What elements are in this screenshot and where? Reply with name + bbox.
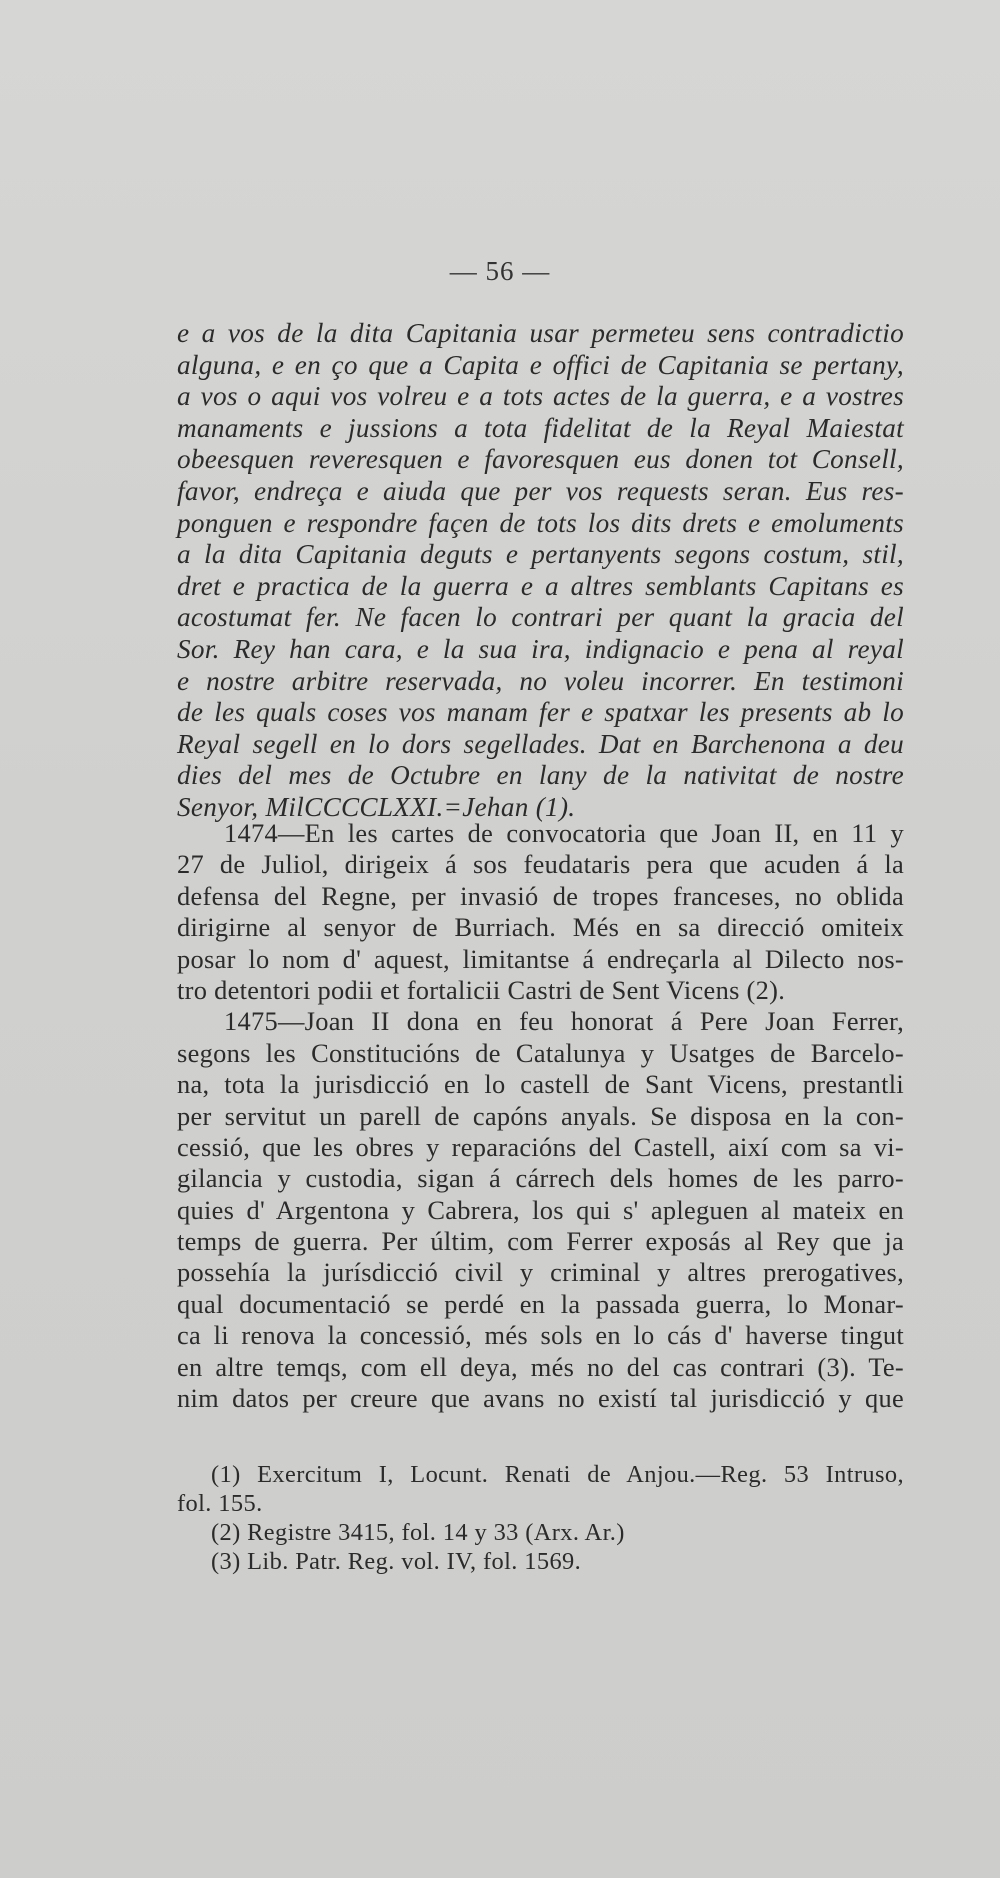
text-line: posar lo nom d' aquest, limitantse á endreçarla al Dilecto nos- bbox=[177, 943, 904, 974]
text-line: qual documentació se perdé en la passada guerra, lo Monar- bbox=[177, 1288, 904, 1319]
text-line: acostumat fer. Ne facen lo contrari per quant la gracia del bbox=[177, 602, 904, 633]
text-line: cessió, que les obres y reparacións del Castell, així com sa vi- bbox=[177, 1131, 904, 1162]
paragraph-1475 bbox=[177, 1006, 904, 1414]
text-line: temps de guerra. Per últim, com Ferrer exposás al Rey que ja bbox=[177, 1226, 904, 1257]
page-number: — 56 — bbox=[449, 256, 551, 286]
footnote-3: (3) Lib. Patr. Reg. vol. IV, fol. 1569. bbox=[211, 1548, 582, 1575]
text-line: manaments e jussions a tota fidelitat de la Reyal Maiestat bbox=[177, 412, 904, 443]
footnote-2: (2) Registre 3415, fol. 14 y 33 (Arx. Ar.) bbox=[211, 1519, 625, 1546]
text-line: nim datos per creure que avans no existí tal jurisdicció y que bbox=[177, 1383, 904, 1414]
body-text bbox=[177, 818, 904, 1414]
text-line: dies del mes de Octubre en lany de la nativitat de nostre bbox=[177, 760, 904, 791]
text-line: 27 de Juliol, dirigeix á sos feudataris pera que acuden á la bbox=[177, 849, 904, 880]
text-line: tro detentori podii et fortalicii Castri de Sent Vicens (2). bbox=[177, 974, 786, 1005]
text-line: Reyal segell en lo dors segellades. Dat en Barchenona a deu bbox=[177, 728, 904, 759]
text-line: obeesquen reveresquen e favoresquen eus donen tot Consell, bbox=[177, 444, 904, 475]
text-line: alguna, e en ço que a Capita e offici de Capitania se pertany, bbox=[177, 349, 904, 380]
text-line: gilancia y custodia, sigan á cárrech dels homes de les parro- bbox=[177, 1163, 904, 1194]
text-line: Senyor, MilCCCCLXXI.=Jehan (1). bbox=[177, 791, 576, 822]
text-line: possehía la jurísdicció civil y criminal y altres prerogatives, bbox=[177, 1257, 904, 1288]
text-line: dret e practica de la guerra e a altres semblants Capitans es bbox=[177, 570, 904, 601]
text-line: defensa del Regne, per invasió de tropes franceses, no oblida bbox=[177, 880, 904, 911]
text-line: quies d' Argentona y Cabrera, los qui s' apleguen al mateix en bbox=[177, 1194, 904, 1225]
text-line: e a vos de la dita Capitania usar permeteu sens contradictio bbox=[177, 318, 904, 348]
text-line: de les quals coses vos manam fer e spatxar les presents ab lo bbox=[177, 697, 904, 728]
text-line: en altre temqs, com ell deya, més no del cas contrari (3). Te- bbox=[177, 1351, 904, 1382]
paragraph-1474 bbox=[177, 818, 904, 1006]
text-line: segons les Constitucións de Catalunya y Usatges de Barcelo- bbox=[177, 1037, 904, 1068]
text-line: dirigirne al senyor de Burriach. Més en sa direcció omiteix bbox=[177, 912, 904, 943]
text-line: 1474—En les cartes de convocatoria que Joan II, en 11 y bbox=[224, 818, 904, 848]
footnotes bbox=[177, 1460, 904, 1576]
text-line: e nostre arbitre reservada, no voleu incorrer. En testimoni bbox=[177, 665, 904, 696]
text-line: ponguen e respondre façen de tots los dits drets e emoluments bbox=[177, 507, 904, 538]
text-line: a vos o aqui vos volreu e a tots actes de la guerra, e a vostres bbox=[177, 381, 904, 412]
italic-document-quote bbox=[177, 318, 904, 824]
text-line: ca li renova la concessió, més sols en lo cás d' haverse tingut bbox=[177, 1320, 904, 1351]
footnote-1-continued: fol. 155. bbox=[177, 1490, 263, 1517]
text-line: 1475—Joan II dona en feu honorat á Pere Joan Ferrer, bbox=[224, 1006, 904, 1037]
text-line: na, tota la jurisdicció en lo castell de Sant Vicens, prestantli bbox=[177, 1069, 904, 1100]
text-line: Sor. Rey han cara, e la sua ira, indignacio e pena al reyal bbox=[177, 633, 904, 664]
text-line: a la dita Capitania deguts e pertanyents segons costum, stil, bbox=[177, 539, 904, 570]
text-line: per servitut un parell de capóns anyals. Se disposa en la con- bbox=[177, 1100, 904, 1131]
footnote-1: (1) Exercitum I, Locunt. Renati de Anjou.—Reg. 53 Intruso, bbox=[211, 1461, 904, 1488]
text-line: favor, endreça e aiuda que per vos requests seran. Eus res- bbox=[177, 475, 904, 506]
